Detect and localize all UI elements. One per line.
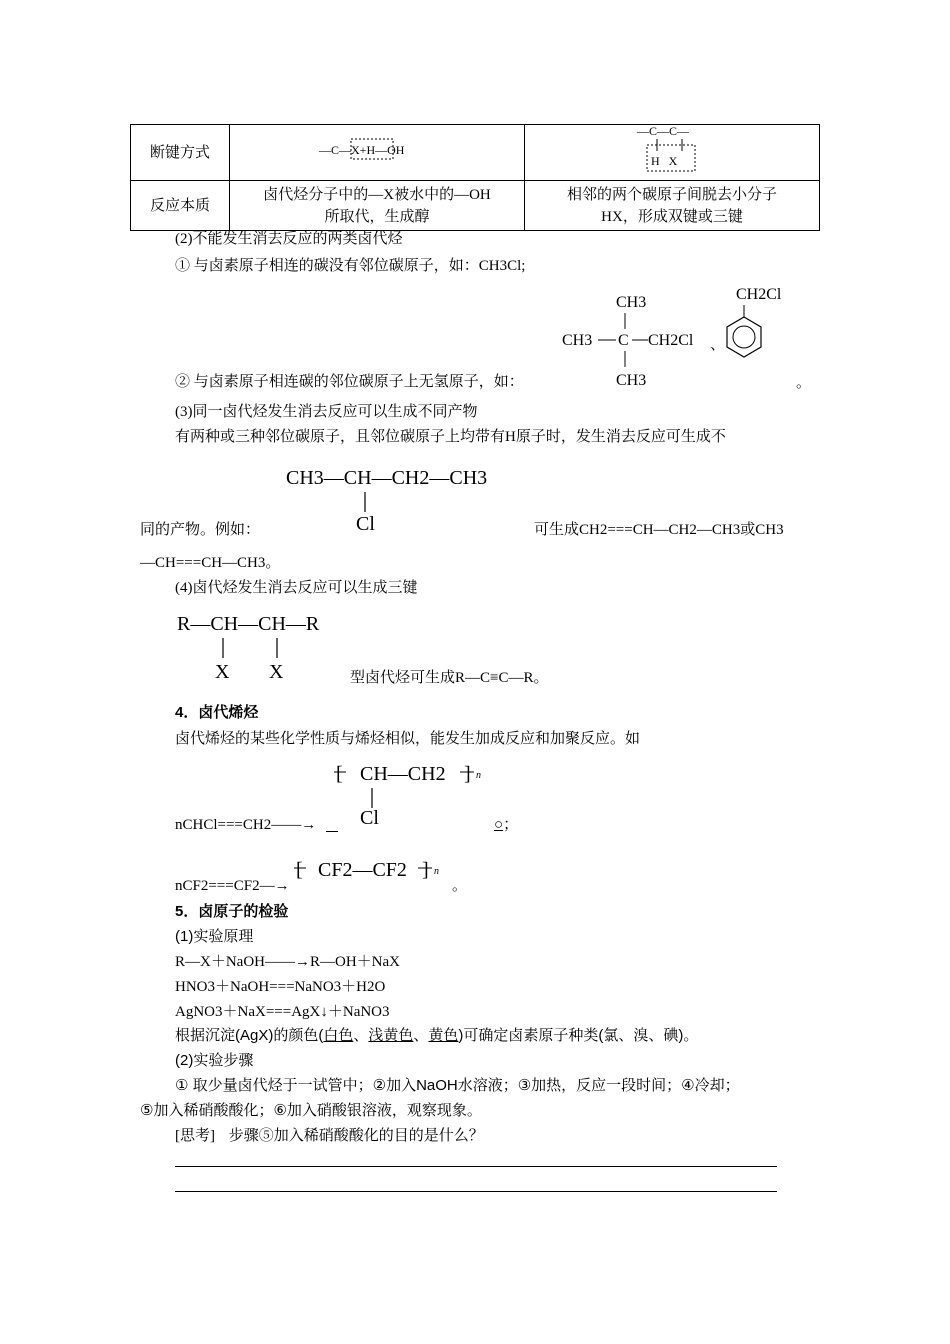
color-light-yellow: 浅黄色 — [368, 1027, 414, 1044]
poly1-n: n — [476, 770, 481, 781]
sec4-para: 卤代烯烃的某些化学性质与烯烃相似，能发生加成反应和加聚反应。如 — [175, 730, 641, 747]
sec4-eq2-end: 。 — [452, 878, 468, 894]
sec5-sub1: (1)实验原理 — [175, 928, 254, 945]
s4-struct-x1: X — [215, 661, 230, 683]
sec4-eq1-lhs: nCHCl===CH2——→ — [175, 817, 317, 833]
sec5-heading: 5．卤原子的检验 — [175, 903, 289, 920]
substitution-formula: —C—X+H—OH — [319, 143, 405, 157]
color-post: )可确定卤素原子种类(氯、溴、碘)。 — [458, 1027, 699, 1044]
polymer1-structure — [330, 758, 500, 830]
s4-struct-main: R—CH—CH—R — [177, 613, 320, 635]
poly2-n: n — [434, 866, 439, 877]
s4-heading: (4)卤代烃发生消去反应可以生成三键 — [175, 580, 418, 596]
s3-para-line1: 有两种或三种邻位碳原子，且邻位碳原子上均带有H原子时，发生消去反应可生成不 — [175, 429, 726, 445]
s2-item1-formula: CH3Cl; — [478, 258, 526, 274]
s3-para-line2-pre: 同的产物。例如： — [140, 522, 261, 538]
substitution-essence-line2: 所取代，生成醇 — [324, 208, 430, 225]
poly1-close-bracket: ] — [464, 763, 471, 785]
struct-top-ch3: CH3 — [616, 294, 647, 311]
s2-item1-text: ① 与卤素原子相连的碳没有邻位碳原子，如： — [175, 258, 479, 274]
sec5-steps-line1: ① 取少量卤代烃于一试管中；②加入NaOH水溶液；③加热，反应一段时间；④冷却； — [175, 1077, 740, 1094]
sec4-heading: 4．卤代烯烃 — [175, 704, 259, 721]
think-line — [175, 1126, 484, 1146]
s3-para-line3: —CH===CH—CH3。 — [140, 555, 281, 571]
s2-structures — [560, 283, 820, 393]
poly1-cl: Cl — [360, 807, 379, 829]
sec4-eq1-end-mark: ○； — [494, 817, 519, 833]
substitution-bond-diagram — [230, 125, 525, 181]
think-label: [思考] — [175, 1128, 215, 1144]
sec5-eq2: HNO3＋NaOH===NaNO3＋H2O — [175, 979, 386, 995]
elimination-formula-bottom: H X — [651, 154, 678, 168]
poly1-open-bracket: [ — [336, 763, 343, 785]
elimination-essence-line1: 相邻的两个碳原子间脱去小分子 — [566, 186, 777, 203]
struct-bottom-ch3: CH3 — [616, 372, 647, 389]
sec5-steps-line2: ⑤加入稀硝酸酸化；⑥加入硝酸银溶液，观察现象。 — [140, 1102, 482, 1119]
s4-text-post: 型卤代烃可生成R—C≡C—R。 — [350, 670, 549, 686]
eq1-blank-line — [326, 815, 338, 832]
sec5-color-line — [175, 1026, 698, 1046]
poly1-main: CH—CH2 — [360, 763, 446, 785]
sec5-sub2: (2)实验步骤 — [175, 1052, 254, 1069]
color-pre: 根据沉淀(AgX)的颜色( — [175, 1027, 324, 1044]
s3-struct-cl: Cl — [356, 513, 375, 535]
benzene-ring — [727, 317, 761, 357]
answer-line-2 — [175, 1191, 777, 1192]
struct-separator: 、 — [710, 337, 726, 353]
s2-end-period: 。 — [796, 375, 812, 391]
s3-struct-main: CH3—CH—CH2—CH3 — [286, 467, 488, 489]
color-sep2: 、 — [413, 1027, 429, 1044]
s4-structure — [175, 608, 355, 688]
elimination-formula-top: —C—C— — [637, 125, 690, 138]
s2-heading: (2)不能发生消去反应的两类卤代烃 — [175, 231, 403, 247]
s3-structure — [284, 460, 534, 536]
sec5-eq3: AgNO3＋NaX===AgX↓＋NaNO3 — [175, 1004, 390, 1020]
poly2-close-bracket: ] — [422, 859, 429, 881]
sec4-eq1-end: ； — [503, 817, 519, 833]
color-yellow: 黄色 — [428, 1027, 459, 1044]
answer-line-1 — [175, 1166, 777, 1167]
s3-para-line2-post: 可生成CH2===CH—CH2—CH3或CH3 — [534, 522, 784, 538]
benzyl-chloride-substituent: CH2Cl — [736, 286, 782, 303]
color-sep1: 、 — [353, 1027, 369, 1044]
poly2-open-bracket: [ — [296, 859, 303, 881]
elimination-essence-line2: HX，形成双键或三键 — [601, 208, 743, 225]
elimination-bond-diagram — [525, 125, 820, 181]
row-label-bond-break: 断键方式 — [131, 125, 230, 181]
comparison-table — [130, 124, 820, 231]
s2-item1 — [175, 256, 525, 276]
color-white: 白色 — [323, 1027, 354, 1044]
substitution-essence-line1: 卤代烃分子中的—X被水中的—OH — [263, 186, 491, 203]
struct-center-c: C — [618, 332, 629, 349]
sec5-eq1: R—X＋NaOH——→R—OH＋NaX — [175, 954, 400, 970]
think-question: 步骤⑤加入稀硝酸酸化的目的是什么？ — [228, 1128, 484, 1144]
substitution-essence — [230, 181, 525, 231]
sec4-eq2-lhs: nCF2===CF2—→ — [175, 878, 290, 894]
s3-heading: (3)同一卤代烃发生消去反应可以生成不同产物 — [175, 404, 478, 420]
elimination-essence — [525, 181, 820, 231]
row-label-essence: 反应本质 — [131, 181, 230, 231]
struct-ch2cl: CH2Cl — [648, 332, 694, 349]
poly2-main: CF2—CF2 — [318, 859, 407, 881]
s2-item2: ② 与卤素原子相连碳的邻位碳原子上无氢原子，如： — [175, 374, 524, 390]
struct-left-ch3: CH3 — [562, 332, 593, 349]
s4-struct-x2: X — [269, 661, 284, 683]
polymer2-structure — [290, 852, 450, 886]
